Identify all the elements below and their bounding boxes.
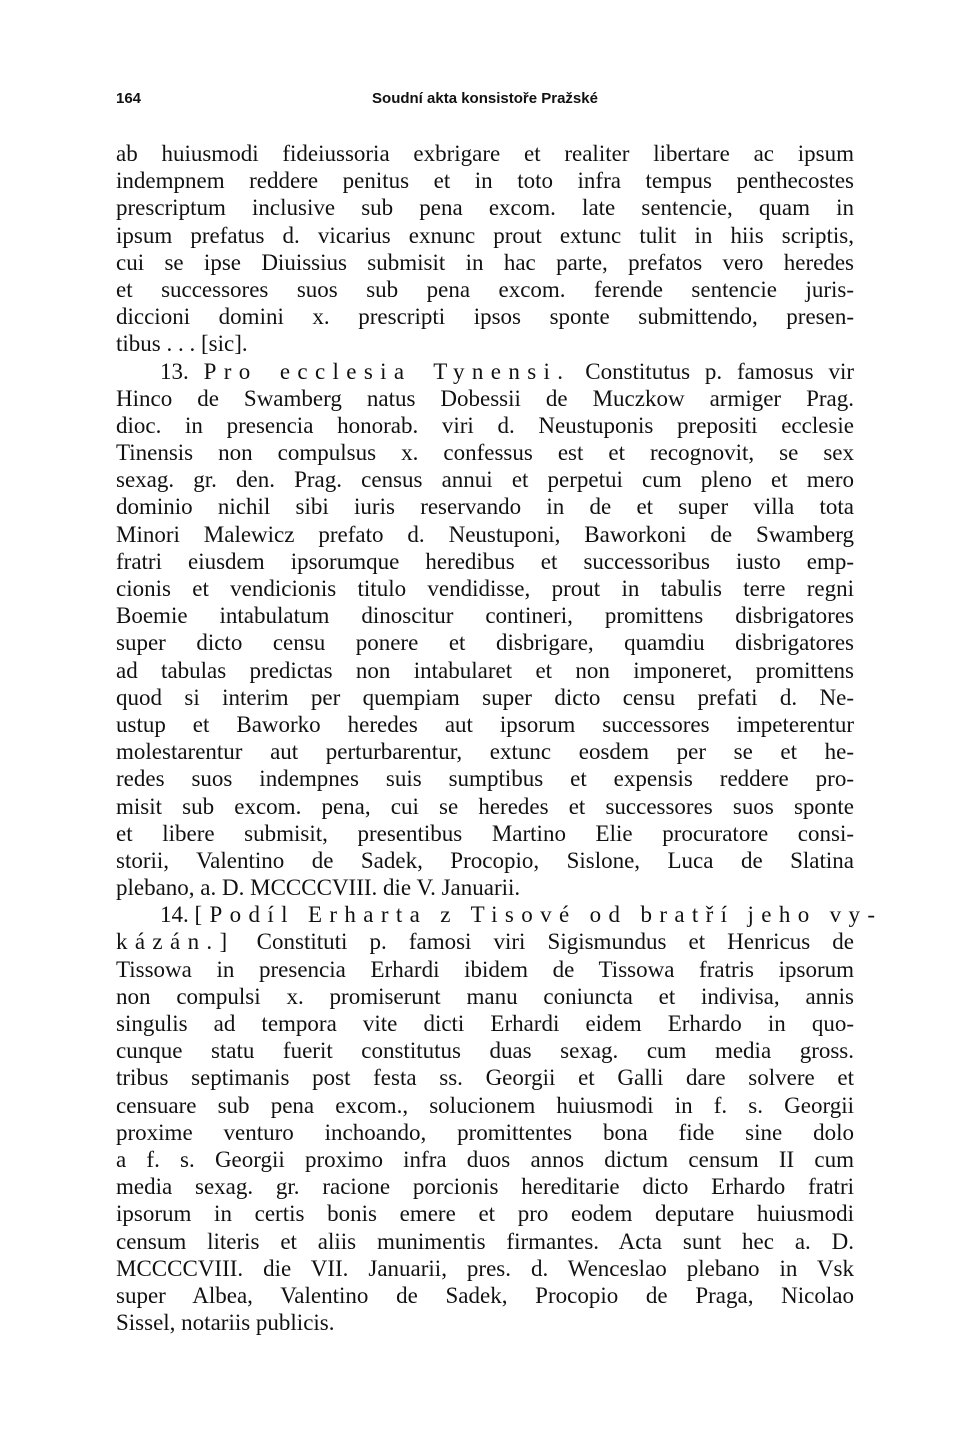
page-number: 164: [116, 90, 142, 107]
entry-text: Constitutus p. famosus vir: [585, 358, 855, 384]
text-line: super dicto censu ponere et disbrigare, quamdiu disbrigatores: [116, 630, 854, 656]
text-line: censum literis et aliis munimentis firmantes. Acta sunt hec a. D.: [116, 1228, 854, 1254]
text-line: dioc. in presencia honorab. viri d. Neustuponis prepositi ecclesie: [116, 412, 854, 438]
text-line: proxime venturo inchoando, promittentes bona fide sine dolo: [116, 1119, 854, 1145]
text-line: MCCCCVIII. die VII. Januarii, pres. d. Wenceslao plebano in Vsk: [116, 1255, 854, 1281]
text-line: prescriptum inclusive sub pena excom. late sentencie, quam in: [116, 195, 854, 221]
text-line: cui se ipse Diuissius submisit in hac parte, prefatos vero heredes: [116, 249, 854, 275]
text-line: et libere submisit, presentibus Martino Elie procuratore consi-: [116, 820, 854, 846]
entry-number: 14.: [160, 902, 189, 928]
entry-number: 13.: [160, 358, 189, 384]
entry-heading-end: kázán.]: [116, 929, 235, 955]
entry-heading: [Podíl Erharta z Tisové od bratří jeho vy-: [194, 902, 883, 928]
text-line: molestarentur aut perturbarentur, extunc eosdem per se et he-: [116, 739, 854, 765]
text-line: Tissowa in presencia Erhardi ibidem de Tissowa fratris ipsorum: [116, 956, 854, 982]
text-line: storii, Valentino de Sadek, Procopio, Sislone, Luca de Slatina: [116, 847, 854, 873]
body-text: [116, 140, 883, 1336]
text-line: cionis et vendicionis titulo vendidisse, prout in tabulis terre regni: [116, 576, 854, 601]
entry-14-second-line: [116, 928, 854, 955]
text-line: ab huiusmodi fideiussoria exbrigare et realiter libertare ac ipsum: [116, 141, 854, 166]
entry-14-first-line: [116, 901, 883, 928]
text-line: ipsum prefatus d. vicarius exnunc prout extunc tulit in hiis scriptis,: [116, 222, 854, 248]
text-line: censuare sub pena excom., solucionem huiusmodi in f. s. Georgii: [116, 1092, 854, 1118]
text-line: Boemie intabulatum dinoscitur contineri, promittens disbrigatores: [116, 603, 854, 629]
text-line: diccioni domini x. prescripti ipsos sponte submittendo, presen-: [116, 304, 854, 330]
text-line: fratri eiusdem ipsorumque heredibus et successoribus iusto emp-: [116, 548, 854, 574]
text-line: media sexag. gr. racione porcionis hereditarie dicto Erhardo fratri: [116, 1174, 854, 1200]
entry-heading: Pro ecclesia Tynensi.: [203, 358, 571, 384]
text-line: tribus septimanis post festa ss. Georgii et Galli dare solvere et: [116, 1065, 854, 1091]
text-line: ipsorum in certis bonis emere et pro eodem deputare huiusmodi: [116, 1201, 854, 1227]
text-line: quod si interim per quempiam super dicto censu prefati d. Ne-: [116, 684, 854, 710]
running-header: [116, 90, 854, 112]
text-line: redes suos indempnes suis sumptibus et expensis reddere pro-: [116, 766, 854, 792]
text-line: sexag. gr. den. Prag. census annui et perpetui cum pleno et mero: [116, 467, 854, 493]
running-title: Soudní akta konsistoře Pražské: [372, 90, 598, 107]
text-line: non compulsi x. promiserunt manu coniuncta et indivisa, annis: [116, 983, 854, 1009]
entry-text: Constituti p. famosi viri Sigismundus et Henricus de: [256, 929, 854, 955]
text-line: Tinensis non compulsus x. confessus est et recognovit, se sex: [116, 440, 854, 466]
text-line: Sissel, notariis publicis.: [116, 1310, 335, 1336]
text-line: a f. s. Georgii proximo infra duos annos dictum censum II cum: [116, 1146, 854, 1172]
text-line: plebano, a. D. MCCCCVIII. die V. Januarii.: [116, 875, 521, 901]
entry-13-first-line: [116, 358, 854, 385]
text-line: indempnem reddere penitus et in toto infra tempus penthecostes: [116, 168, 854, 194]
text-line: Hinco de Swamberg natus Dobessii de Muczkow armiger Prag.: [116, 385, 854, 411]
text-line: super Albea, Valentino de Sadek, Procopio de Praga, Nicolao: [116, 1282, 854, 1308]
text-line: Minori Malewicz prefato d. Neustuponi, Baworkoni de Swamberg: [116, 521, 854, 547]
text-line: singulis ad tempora vite dicti Erhardi eidem Erhardo in quo-: [116, 1011, 854, 1036]
text-line: cunque statu fuerit constitutus duas sexag. cum media gross.: [116, 1038, 854, 1064]
text-line: dominio nichil sibi iuris reservando in de et super villa tota: [116, 494, 854, 520]
text-line: ad tabulas predictas non intabularet et non imponeret, promittens: [116, 657, 854, 683]
text-line: ustup et Baworko heredes aut ipsorum successores impeterentur: [116, 711, 854, 737]
text-line: et successores suos sub pena excom. ferende sentencie juris-: [116, 276, 854, 302]
text-line: misit sub excom. pena, cui se heredes et successores suos sponte: [116, 793, 854, 819]
text-line: tibus . . . [sic].: [116, 331, 248, 357]
